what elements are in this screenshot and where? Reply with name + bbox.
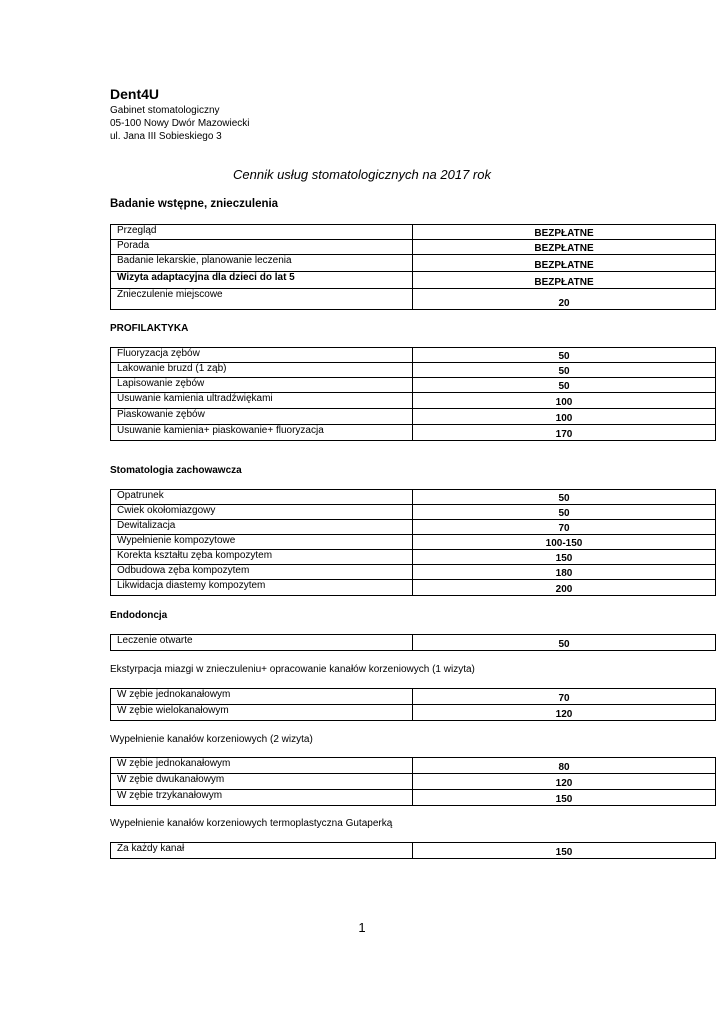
service-name: Piaskowanie zębów [111, 409, 413, 425]
table-row [111, 705, 716, 721]
service-price: 80 [413, 758, 716, 774]
section-title-ekstyrpacja: Ekstyrpacja miazgi w znieczuleniu+ opracowanie kanałów korzeniowych (1 wizyta) [110, 664, 475, 675]
table-row [111, 272, 716, 289]
price-table-profilaktyka [110, 347, 716, 441]
service-name: Opatrunek [111, 490, 413, 505]
price-table-wypelnienie [110, 757, 716, 806]
service-price: 120 [413, 774, 716, 790]
table-row [111, 758, 716, 774]
service-price: 50 [413, 378, 716, 393]
service-price: 50 [413, 505, 716, 520]
price-table-gutaperka [110, 842, 716, 859]
service-name: Usuwanie kamienia ultradźwiękami [111, 393, 413, 409]
service-name: Lakowanie bruzd (1 ząb) [111, 363, 413, 378]
service-price: 70 [413, 689, 716, 705]
service-price: 170 [413, 425, 716, 441]
service-name: Wizyta adaptacyjna dla dzieci do lat 5 [111, 272, 413, 289]
service-name: Odbudowa zęba kompozytem [111, 565, 413, 580]
section-title-badanie: Badanie wstępne, znieczulenia [110, 198, 279, 210]
price-table-badanie [110, 224, 716, 310]
table-row [111, 225, 716, 240]
table-row [111, 393, 716, 409]
service-name: Dewitalizacja [111, 520, 413, 535]
service-name: W zębie trzykanałowym [111, 790, 413, 806]
service-name: Likwidacja diastemy kompozytem [111, 580, 413, 596]
service-name: W zębie dwukanałowym [111, 774, 413, 790]
section-title-zachowawcza: Stomatologia zachowawcza [110, 465, 242, 476]
table-row [111, 774, 716, 790]
service-price: BEZPŁATNE [413, 255, 716, 272]
service-name: Usuwanie kamienia+ piaskowanie+ fluoryzacja [111, 425, 413, 441]
price-table-endodoncja [110, 634, 716, 651]
table-row [111, 520, 716, 535]
service-name: Porada [111, 240, 413, 255]
price-table-ekstyrpacja [110, 688, 716, 721]
clinic-type: Gabinet stomatologiczny [110, 105, 220, 116]
service-name: Za każdy kanał [111, 843, 413, 859]
table-row [111, 843, 716, 859]
price-list-heading: Cennik usług stomatologicznych na 2017 rok [233, 167, 491, 182]
service-price: 200 [413, 580, 716, 596]
service-name: Lapisowanie zębów [111, 378, 413, 393]
service-price: 70 [413, 520, 716, 535]
service-price: 150 [413, 550, 716, 565]
service-price: 50 [413, 348, 716, 363]
service-name: Leczenie otwarte [111, 635, 413, 651]
table-row [111, 689, 716, 705]
section-title-profilaktyka: PROFILAKTYKA [110, 323, 189, 334]
table-row [111, 635, 716, 651]
service-name: W zębie jednokanałowym [111, 689, 413, 705]
table-row [111, 378, 716, 393]
service-name: Badanie lekarskie, planowanie leczenia [111, 255, 413, 272]
service-price: 50 [413, 490, 716, 505]
service-price: 150 [413, 843, 716, 859]
table-row [111, 289, 716, 310]
service-name: W zębie jednokanałowym [111, 758, 413, 774]
clinic-street: ul. Jana III Sobieskiego 3 [110, 131, 222, 142]
table-row [111, 535, 716, 550]
service-name: Fluoryzacja zębów [111, 348, 413, 363]
table-row [111, 565, 716, 580]
service-price: BEZPŁATNE [413, 240, 716, 255]
service-name: Znieczulenie miejscowe [111, 289, 413, 310]
service-price: BEZPŁATNE [413, 272, 716, 289]
service-price: 120 [413, 705, 716, 721]
table-row [111, 550, 716, 565]
table-row [111, 240, 716, 255]
table-row [111, 255, 716, 272]
table-row [111, 425, 716, 441]
table-row [111, 348, 716, 363]
table-row [111, 505, 716, 520]
table-row [111, 363, 716, 378]
price-table-zachowawcza [110, 489, 716, 596]
clinic-city: 05-100 Nowy Dwór Mazowiecki [110, 118, 250, 129]
service-price: 180 [413, 565, 716, 580]
table-row [111, 490, 716, 505]
service-name: Przegląd [111, 225, 413, 240]
section-title-gutaperka: Wypełnienie kanałów korzeniowych termoplastyczna Gutaperką [110, 818, 393, 829]
service-price: 100-150 [413, 535, 716, 550]
section-title-endodoncja: Endodoncja [110, 610, 168, 621]
section-title-wypelnienie: Wypełnienie kanałów korzeniowych (2 wizyta) [110, 734, 313, 745]
table-row [111, 790, 716, 806]
service-name: W zębie wielokanałowym [111, 705, 413, 721]
service-price: 50 [413, 635, 716, 651]
service-price: 100 [413, 393, 716, 409]
service-price: 50 [413, 363, 716, 378]
service-price: 100 [413, 409, 716, 425]
clinic-name: Dent4U [110, 86, 160, 102]
service-name: Wypełnienie kompozytowe [111, 535, 413, 550]
table-row [111, 580, 716, 596]
page-number: 1 [358, 920, 366, 935]
table-row [111, 409, 716, 425]
service-name: Korekta kształtu zęba kompozytem [111, 550, 413, 565]
service-price: BEZPŁATNE [413, 225, 716, 240]
service-price: 150 [413, 790, 716, 806]
service-name: Ćwiek okołomiazgowy [111, 505, 413, 520]
service-price: 20 [413, 289, 716, 310]
